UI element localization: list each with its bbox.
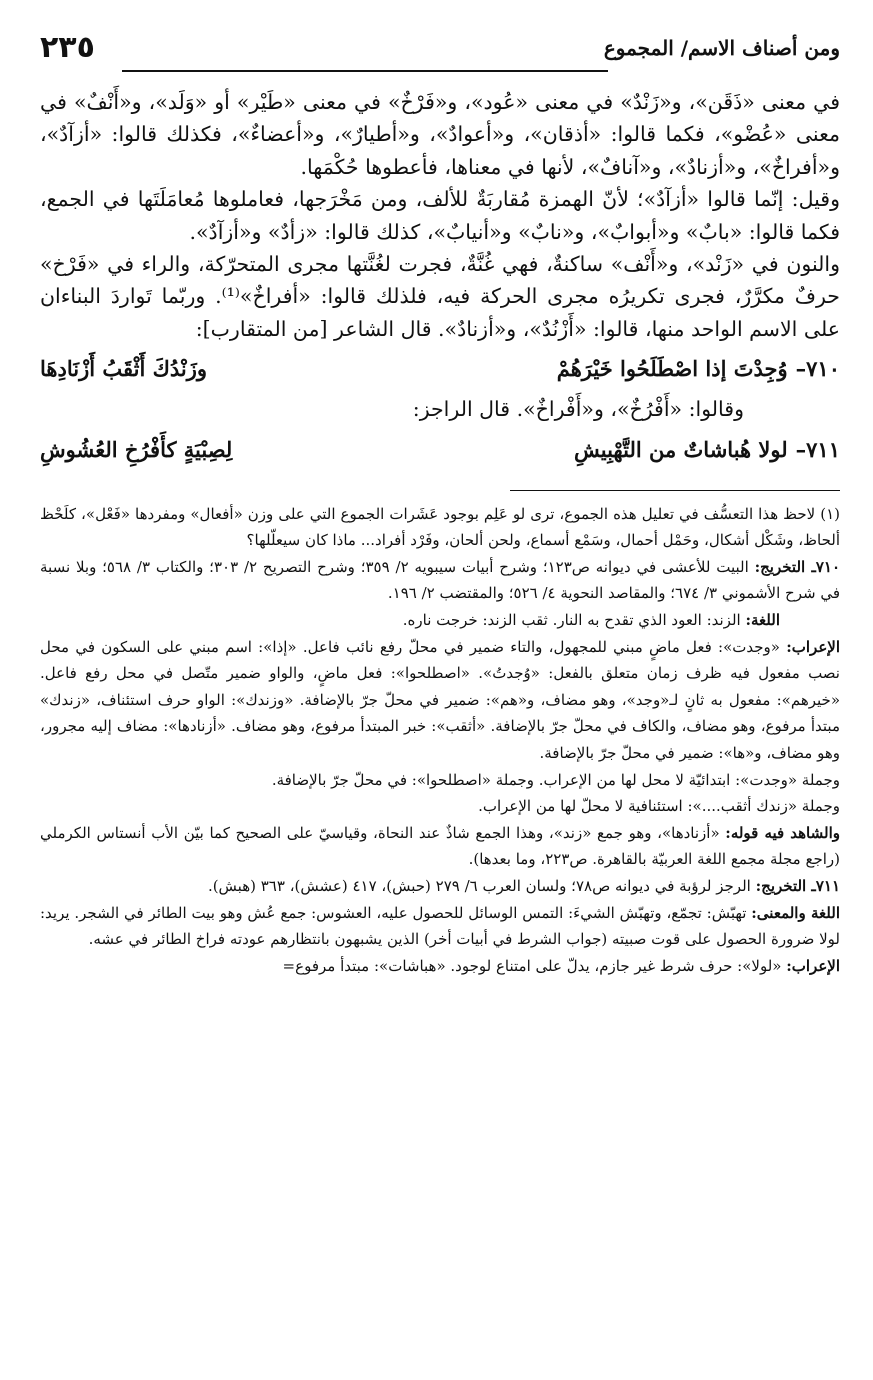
verse-711-number: ٧١١– [795, 436, 840, 462]
verse-711-sadr: لولا هُباشاتٌ من التَّهْبِيشِ [573, 436, 788, 462]
shahid-label: والشاهد فيه قوله: [725, 823, 840, 842]
paragraph-1: في معنى «ذَقَن»، و«زَنْدٌ» في معنى «عُود»، و«فَرْخٌ» في معنى «طَيْر» أو «وَلَد»، و«أَنْفٌ» في معنى «عُضْو»، فكما قالوا: «أذقان»، و«أعوادٌ»، و«أطيارٌ»، و«أعضاءٌ»، فكذلك قالوا: «أزآدٌ»، و«أفراخٌ»، و«أزنادٌ»، و«آنافٌ»، لأنها في معناها، فأعطوها حُكْمَها. [40, 90, 840, 179]
footnote-710-text: البيت للأعشى في ديوانه ص١٢٣؛ وشرح أبيات سيبويه ٢/ ٣٥٩؛ وشرح التصريح ٢/ ٣٠٣؛ والكتاب ٣/ ٥٦٨؛ وبلا نسبة في شرح الأشموني ٣/ ٦٧٤؛ والمقاصد النحوية ٤/ ٥٢٦؛ والمقتضب ٢/ ١٩٦. [40, 557, 840, 603]
irab2-text: «لولا»: حرف شرط غير جازم، يدلّ على امتناع لوجود. «هباشات»: مبتدأ مرفوع= [282, 956, 787, 975]
footnote-separator [510, 490, 840, 491]
footnote-711 [40, 873, 840, 900]
lugha2-text: تهبّش: تجمّع، وتهبّش الشيءَ: التمس الوسائل للحصول عليه، العشوس: جمع عُش وهو بيت الطائر في الشجر. يريد: لولا ضرورة الحصول على قوت صبيته (جواب الشرط في أبيات أخر) الذين يشبهون بانتظارهم عودته فراخ الطائر في عشه. [40, 903, 840, 949]
verse-711-ajuz: لِصِبْيَةٍ كأَفْرُخِ العُشُوشِ [40, 436, 233, 462]
footnote-1: (١) لاحظ هذا التعسُّف في تعليل هذه الجموع، ترى لو عَلِم بوجود عَشَرات الجموع التي على وزن «أفعال» ومفردها «فَعْل»، كلَحْظ ألحاظ، وشَكْل أشكال، وحَمْل أحمال، وسَمْع أسماع، ولحن ألحان، وفَرْد أفراد... ماذا كان سيعلّلها؟ [40, 504, 840, 550]
irab-text: «وجدت»: فعل ماضٍ مبني للمجهول، والتاء ضمير في محلّ رفع نائب فاعل. «إذا»: اسم مبني على السكون في محل نصب مفعول فيه ظرف زمان متعلق بالفعل: «وُجدتُ». «اصطلحوا»: فعل ماضٍ، والواو ضمير متّصل في محل رفع فاعل. «خيرهم»: مفعول به ثانٍ لـ«وجد»، وهو مضاف، و«هم»: ضمير في محلّ جرّ بالإضافة. «وزندك»: الواو حرف استئناف، «زندك» مبتدأ مرفوع، وهو مضاف، والكاف في محلّ جرّ بالإضافة. «أثقب»: خبر المبتدأ مرفوع، وهو مضاف. «أزنادها»: مضاف إليه مجرور، وهو مضاف، و«ها»: ضمير في محلّ جرّ بالإضافة. [40, 637, 840, 762]
verse-710-sadr: وُجِدْتَ إذا اصْطَلَحُوا خَيْرَهُمْ [556, 356, 788, 382]
paragraph-3: والنون في «زَنْد»، و«أَنْف» ساكنةٌ، فهي غُنَّةٌ، فجرت لغُنَّتها مجرى المتحرّكة، والراء في «فَرْخ» حرفٌ مكرَّرٌ، فجرى تكريرُه مجرى الحركة فيه، فلذلك قالوا: «أفراخٌ»⁽¹⁾. وربّما تَواردَ البناءان على الاسم الواحد منها، قالوا: «أَزْنُدٌ»، و«أزنادٌ». قال الشاعر [من المتقارب]: [40, 252, 840, 341]
paragraph-2: وقيل: إنّما قالوا «أزآدٌ»؛ لأنّ الهمزة مُقاربَةٌ للألف، ومن مَخْرَجها، فعاملوها مُعامَلَتَها في الجمع، فكما قالوا: «بابٌ» و«أبوابٌ»، و«نابٌ» و«أنيابٌ»، كذلك قالوا: «زأدٌ» و«أزآدٌ». [40, 187, 840, 244]
footnotes [40, 501, 840, 980]
footnote-710-jumla-1: وجملة «وجدت»: ابتدائيّة لا محل لها من الإعراب. وجملة «اصطلحوا»: في محلّ جرّ بالإضافة. [271, 770, 840, 789]
verse-710-number: ٧١٠– [795, 356, 840, 382]
footnote-711-label: ٧١١ـ التخريج: [755, 876, 840, 895]
lugha-text: الزند: العود الذي تقدح به النار. ثقب الزند: خرجت ناره. [402, 611, 746, 630]
main-text [40, 86, 840, 468]
footnote-711-text: الرجز لرؤبة في ديوانه ص٧٨؛ ولسان العرب ٦/ ٢٧٩ (حبش)، ٤١٧ (عشش)، ٣٦٣ (هبش). [207, 876, 756, 895]
verse-711 [40, 432, 840, 468]
verse-711-first-half [574, 432, 840, 468]
page-number: ٢٣٥ [40, 30, 95, 65]
footnote-710-lugha [40, 607, 840, 634]
page-header [40, 28, 840, 78]
footnote-710-jumla-2: وجملة «زندك أثقب....»: استئنافية لا محلّ لها من الإعراب. [478, 797, 840, 816]
irab-label: الإعراب: [786, 637, 840, 656]
header-rule [122, 70, 608, 72]
verse-710-first-half [557, 351, 840, 387]
footnote-711-irab [40, 953, 840, 980]
lugha2-label: اللغة والمعنى: [751, 903, 840, 922]
verse-710 [40, 351, 840, 387]
footnote-710-label: ٧١٠ـ التخريج: [754, 557, 841, 576]
paragraph-4: وقالوا: «أَفْرُخٌ»، و«أَفْراخٌ». قال الراجز: [412, 397, 744, 422]
footnote-711-lugha [40, 900, 840, 953]
page [40, 28, 840, 1358]
shahid-text: «أزنادها»، وهو جمع «زند»، وهذا الجمع شاذٌ عند النحاة، وقياسيّ على الصحيح كما بيّن الأب أنستاس الكرملي (راجع مجلة مجمع اللغة العربيّة بالقاهرة. ص٢٢٣، وما بعدها). [40, 823, 840, 869]
footnote-710-irab [40, 634, 840, 767]
irab2-label: الإعراب: [786, 956, 840, 975]
running-title: ومن أصناف الاسم/ المجموع [603, 36, 840, 60]
footnote-710-shahid [40, 820, 840, 873]
footnote-710 [40, 554, 840, 607]
lugha-label: اللغة: [745, 611, 780, 630]
verse-710-ajuz: وزَنْدُكَ أَثْقَبُ أَزْنَادِهَا [40, 356, 208, 382]
